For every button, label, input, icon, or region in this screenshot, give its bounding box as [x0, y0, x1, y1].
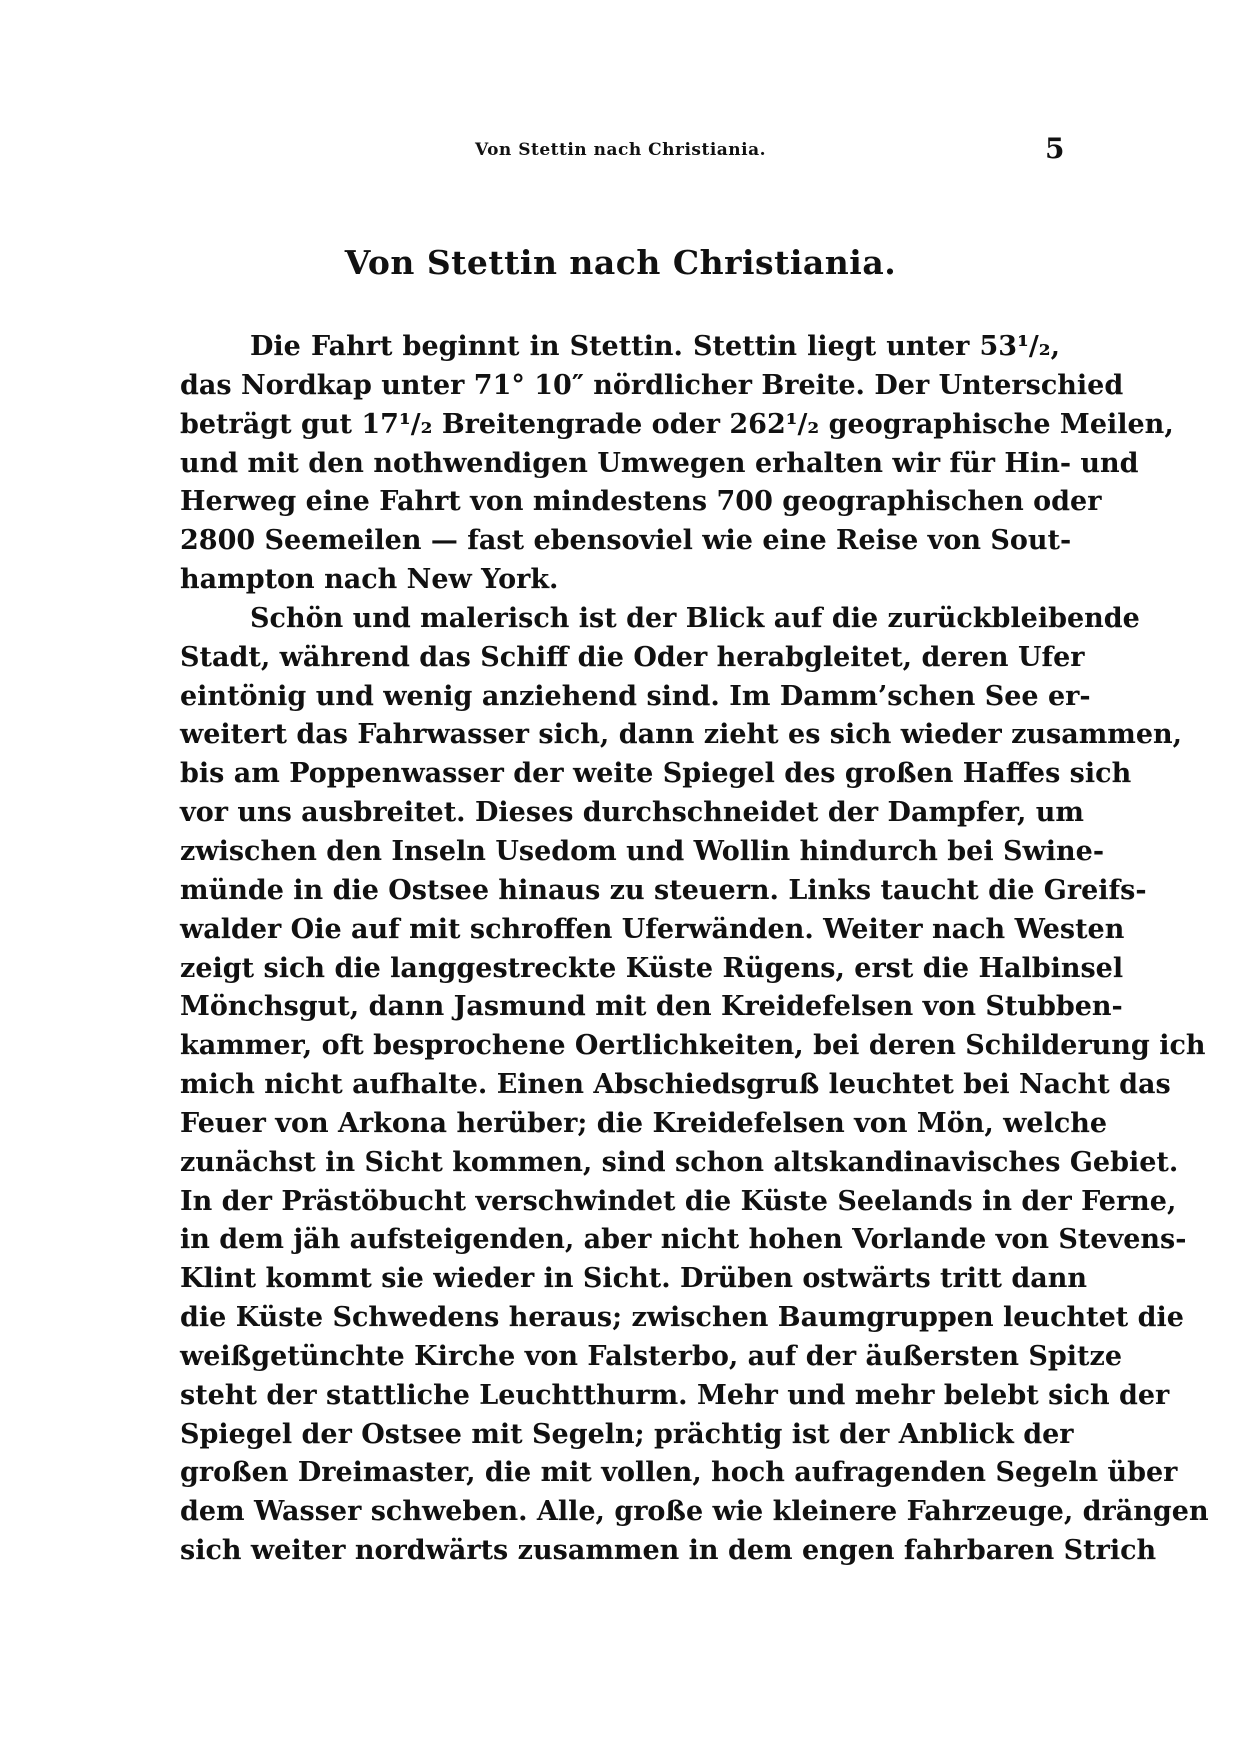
text-line: münde in die Ostsee hinaus zu steuern. Links taucht die Greifs-	[180, 874, 1147, 906]
text-line: mich nicht aufhalte. Einen Abschiedsgruß leuchtet bei Nacht das	[180, 1069, 1171, 1101]
text-line: großen Dreimaster, die mit vollen, hoch aufragenden Segeln über	[180, 1457, 1178, 1489]
text-line: 2800 Seemeilen — fast ebensoviel wie eine Reise von Sout-	[180, 525, 1072, 557]
text-line: zeigt sich die langgestreckte Küste Rügens, erst die Halbinsel	[180, 952, 1124, 984]
text-line: Klint kommt sie wieder in Sicht. Drüben ostwärts tritt dann	[180, 1263, 1087, 1295]
text-line: in dem jäh aufsteigenden, aber nicht hohen Vorlande von Stevens-	[180, 1224, 1187, 1256]
text-line: Spiegel der Ostsee mit Segeln; prächtig ist der Anblick der	[180, 1418, 1074, 1450]
chapter-title: Von Stettin nach Christiania.	[344, 243, 897, 282]
text-line: zunächst in Sicht kommen, sind schon altskandinavisches Gebiet.	[180, 1146, 1179, 1178]
running-head: Von Stettin nach Christiania.	[474, 140, 767, 160]
text-line: Die Fahrt beginnt in Stettin. Stettin liegt unter 53¹/₂,	[250, 331, 1060, 362]
text-line: weitert das Fahrwasser sich, dann zieht es sich wieder zusammen,	[180, 719, 1183, 751]
text-line: Feuer von Arkona herüber; die Kreidefelsen von Mön, welche	[180, 1107, 1108, 1139]
text-line: kammer, oft besprochene Oertlichkeiten, bei deren Schilderung ich	[180, 1030, 1206, 1062]
text-line: dem Wasser schweben. Alle, große wie kleinere Fahrzeuge, drängen	[180, 1496, 1209, 1528]
page-number: 5	[1045, 132, 1065, 165]
text-line: Herweg eine Fahrt von mindestens 700 geographischen oder	[180, 486, 1102, 518]
text-line: vor uns ausbreitet. Dieses durchschneidet der Dampfer, um	[180, 797, 1084, 829]
text-line: weißgetünchte Kirche von Falsterbo, auf der äußersten Spitze	[180, 1340, 1122, 1372]
text-line: Mönchsgut, dann Jasmund mit den Kreidefelsen von Stubben-	[180, 991, 1123, 1023]
text-line: walder Oie auf mit schroffen Uferwänden. Weiter nach Westen	[180, 913, 1125, 945]
text-line: hampton nach New York.	[180, 564, 559, 596]
body-text	[180, 328, 1209, 1571]
text-line: das Nordkap unter 71° 10″ nördlicher Breite. Der Unterschied	[180, 369, 1124, 401]
text-line: bis am Poppenwasser der weite Spiegel des großen Haffes sich	[180, 758, 1132, 790]
text-line: die Küste Schwedens heraus; zwischen Baumgruppen leuchtet die	[180, 1302, 1184, 1334]
text-line: Stadt, während das Schiff die Oder herabgleitet, deren Ufer	[180, 641, 1085, 673]
text-line: sich weiter nordwärts zusammen in dem engen fahrbaren Strich	[180, 1535, 1157, 1567]
text-line: beträgt gut 17¹/₂ Breitengrade oder 262¹/₂ geographische Meilen,	[180, 408, 1174, 440]
text-line: eintönig und wenig anziehend sind. Im Damm’schen See er-	[180, 680, 1091, 712]
text-line: und mit den nothwendigen Umwegen erhalten wir für Hin- und	[180, 447, 1139, 479]
text-line: zwischen den Inseln Usedom und Wollin hindurch bei Swine-	[180, 835, 1105, 867]
text-line: In der Prästöbucht verschwindet die Küste Seelands in der Ferne,	[180, 1185, 1177, 1217]
text-line: Schön und malerisch ist der Blick auf die zurückbleibende	[250, 602, 1140, 634]
text-line: steht der stattliche Leuchtthurm. Mehr und mehr belebt sich der	[180, 1379, 1170, 1411]
